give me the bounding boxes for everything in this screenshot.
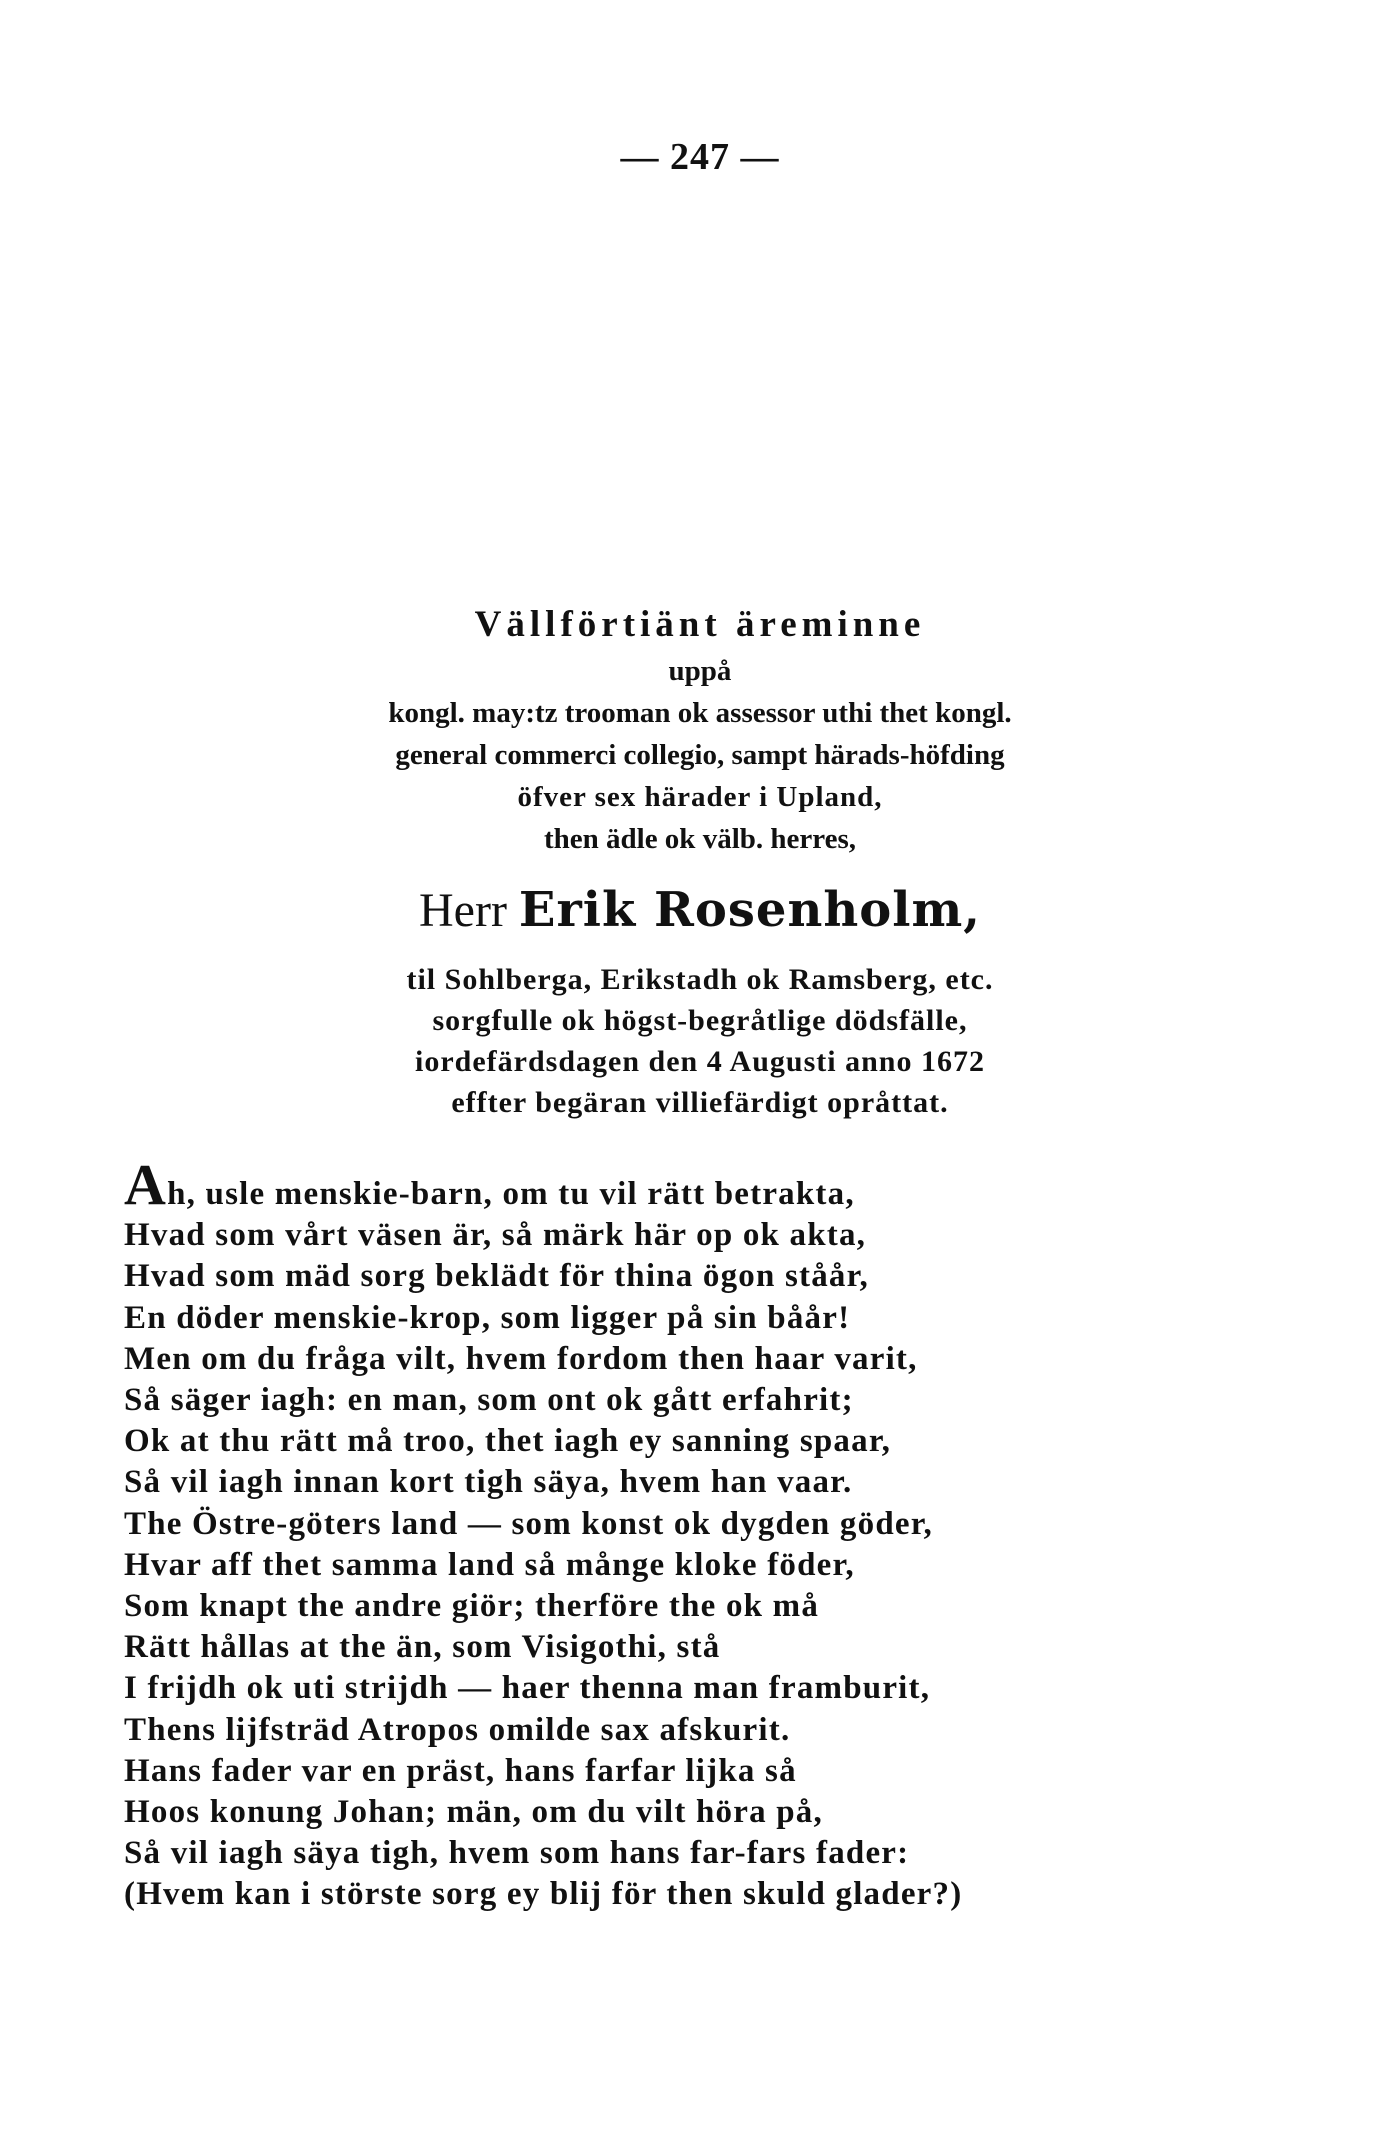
honoree-title: Herr — [418, 884, 507, 937]
poem-line: Rätt hållas at the än, som Visigothi, stå — [124, 1629, 721, 1666]
heading-line: öfver sex härader i Upland, — [517, 781, 883, 813]
poem-line: Thens lijfsträd Atropos omilde sax afskurit. — [124, 1711, 791, 1748]
poem-line: (Hvem kan i störste sorg ey blij för then skuld glader?) — [124, 1876, 963, 1913]
poem-line — [124, 1152, 1124, 1217]
heading-line: kongl. may:tz trooman ok assessor uthi thet kongl. — [388, 697, 1012, 729]
poem-line: En döder menskie-krop, som ligger på sin båår! — [124, 1299, 851, 1336]
heading-after-line: til Sohlberga, Erikstadh ok Ramsberg, etc. — [406, 963, 994, 996]
honoree-name-line — [200, 864, 1200, 957]
heading-after-line: sorgfulle ok högst-begråtlige dödsfälle, — [432, 1004, 968, 1037]
poem-line: Ok at thu rätt må troo, thet iagh ey sanning spaar, — [124, 1423, 892, 1460]
page-number: — 247 — — [620, 136, 780, 178]
heading-upon: uppå — [668, 655, 732, 687]
poem-line: Som knapt the andre giör; therföre the ok må — [124, 1588, 820, 1625]
poem-line: Hoos konung Johan; män, om du vilt höra på, — [124, 1794, 823, 1831]
poem-line: Så vil iagh innan kort tigh säya, hvem han vaar. — [124, 1464, 853, 1501]
poem-line: Så vil iagh säya tigh, hvem som hans far-fars fader: — [124, 1835, 910, 1872]
drop-cap: A — [124, 1152, 168, 1217]
poem-first-line-text: h, usle menskie-barn, om tu vil rätt betrakta, — [167, 1176, 855, 1212]
dedication-heading — [200, 600, 1200, 1123]
poem-line: Hvad som vårt väsen är, så märk här op ok akta, — [124, 1217, 867, 1254]
poem-text — [124, 1152, 1124, 1916]
heading-line: then ädle ok välb. herres, — [543, 823, 857, 855]
heading-after-line: iordefärdsdagen den 4 Augusti anno 1672 — [415, 1045, 985, 1078]
poem-line: Hvar aff thet samma land så månge kloke föder, — [124, 1546, 855, 1583]
heading-after-line: effter begäran villiefärdigt opråttat. — [451, 1086, 949, 1119]
poem-line: Hans fader var en präst, hans farfar lijka så — [124, 1752, 797, 1789]
poem-line: Hvad som mäd sorg beklädt för thina ögon ståår, — [124, 1258, 869, 1295]
honoree-name: Erik Rosenholm, — [518, 882, 982, 938]
heading-line: general commerci collegio, sampt härads-höfding — [395, 739, 1005, 771]
poem-line: Men om du fråga vilt, hvem fordom then haar varit, — [124, 1340, 918, 1377]
poem-line: The Östre-göters land — som konst ok dygden göder, — [124, 1505, 933, 1542]
poem-line: Så säger iagh: en man, som ont ok gått erfahrit; — [124, 1382, 854, 1419]
heading-title: Vällförtiänt äreminne — [474, 604, 926, 645]
poem-line: I frijdh ok uti strijdh — haer thenna man framburit, — [124, 1670, 931, 1707]
